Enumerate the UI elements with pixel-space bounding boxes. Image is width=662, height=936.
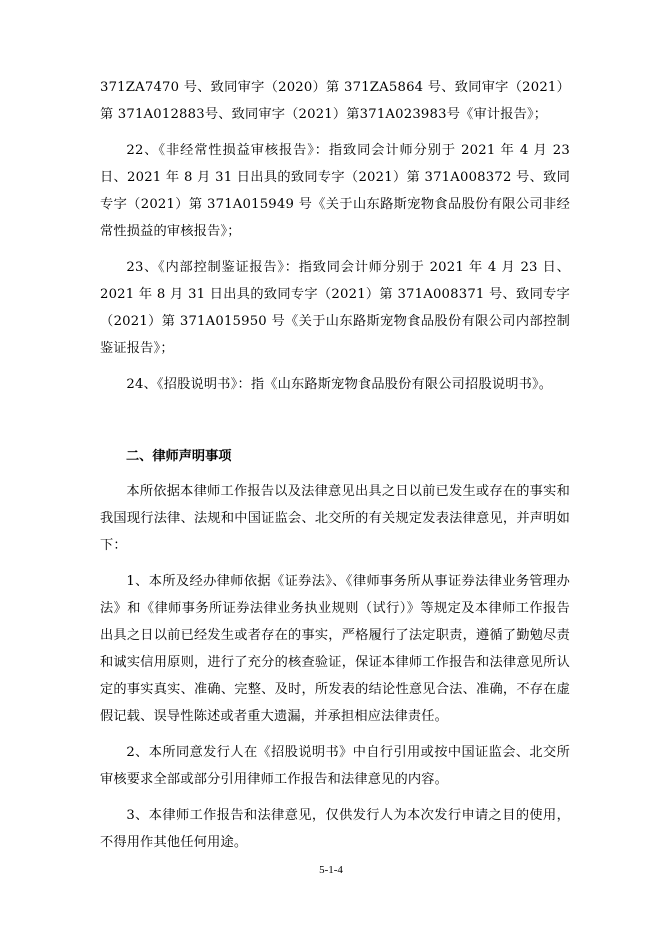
paragraph-declaration-3: 3、本律师工作报告和法律意见，仅供发行人为本次发行申请之目的使用，不得用作其他任何用途。 [100,808,570,850]
document-body [100,74,570,865]
paragraph-declaration-2: 2、本所同意发行人在《招股说明书》中自行引用或按中国证监会、北交所审核要求全部或部分引用律师工作报告和法律意见的内容。 [100,745,570,787]
paragraph-item-22: 22、《非经常性损益审核报告》：指致同会计师分别于 2021 年 4 月 23 日、2021 年 8 月 31 日出具的致同专字（2021）第 371A008372 号、致同专字（2021）第 371A015949 号《关于山东路斯宠物食品股份有限公司非经常性损益的审核报告》； [100,143,570,239]
paragraph-item-23: 23、《内部控制鉴证报告》：指致同会计师分别于 2021 年 4 月 23 日、2021 年 8 月 31 日出具的致同专字（2021）第 371A008371 号、致同专字（2021）第 371A015950 号《关于山东路斯宠物食品股份有限公司内部控制鉴证报告》； [100,260,570,356]
paragraph-item-24: 24、《招股说明书》：指《山东路斯宠物食品股份有限公司招股说明书》。 [126,377,553,392]
paragraph-audit-reports-continued: 371ZA7470 号、致同审字（2020）第 371ZA5864 号、致同审字（2021）第 371A012883号、致同审字（2021）第371A023983号《审计报告》； [100,80,570,122]
page-number: 5-1-4 [319,864,343,876]
paragraph-declaration-1: 1、本所及经办律师依据《证券法》、《律师事务所从事证券法律业务管理办法》和《律师事务所证券法律业务执业规则（试行）》等规定及本律师工作报告出具之日以前已经发生或者存在的事实，严格履行了法定职责，遵循了勤勉尽责和诚实信用原则，进行了充分的核查验证，保证本律师工作报告和法律意见所认定的事实真实、准确、完整、及时，所发表的结论性意见合法、准确，不存在虚假记载、误导性陈述或者重大遗漏，并承担相应法律责任。 [100,574,570,724]
section-spacer [100,407,570,443]
section-heading: 二、律师声明事项 [126,449,232,464]
paragraph-declaration-intro: 本所依据本律师工作报告以及法律意见出具之日以前已发生或存在的事实和我国现行法律、法规和中国证监会、北交所的有关规定发表法律意见，并声明如下： [100,484,570,553]
